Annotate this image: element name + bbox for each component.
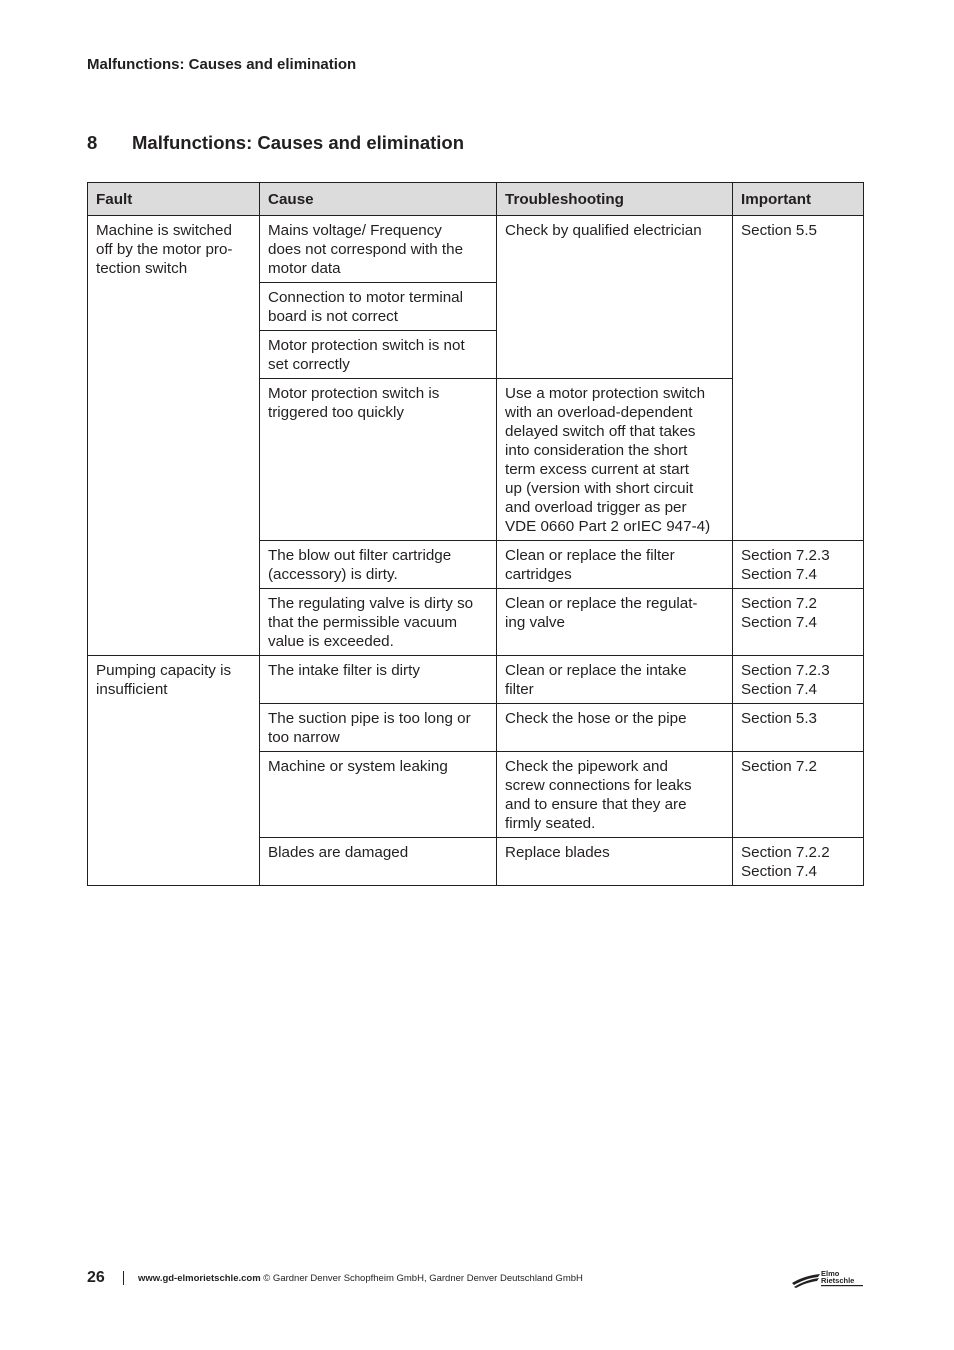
cause-cell: The blow out filter cartridge (accessory) is dirty. (260, 541, 497, 589)
header-troubleshooting: Troubleshooting (497, 183, 733, 216)
header-important: Important (733, 183, 864, 216)
troubleshooting-cell: Use a motor protection switch with an overload-dependent delayed switch off that takes into consideration the short term excess current at start up (version with short circuit and overload trigger as per VDE 0660 Part 2 orIEC 947-4) (497, 379, 733, 541)
footer-copyright: © Gardner Denver Schopfheim GmbH, Gardner Denver Deutschland GmbH (260, 1272, 583, 1284)
malfunctions-table (87, 182, 864, 886)
table-row (88, 656, 864, 704)
fault-cell: Machine is switched off by the motor pro- tection switch (88, 216, 260, 656)
cause-cell: Machine or system leaking (260, 752, 497, 838)
troubleshooting-cell: Replace blades (497, 838, 733, 886)
cause-cell: Blades are damaged (260, 838, 497, 886)
troubleshooting-cell: Check the pipework and screw connections for leaks and to ensure that they are firmly seated. (497, 752, 733, 838)
svg-text:Elmo: Elmo (821, 1269, 840, 1278)
section-title (87, 132, 464, 154)
troubleshooting-cell: Clean or replace the intake filter (497, 656, 733, 704)
important-cell: Section 7.2 Section 7.4 (733, 589, 864, 656)
troubleshooting-cell: Clean or replace the regulat- ing valve (497, 589, 733, 656)
page-number: 26 (87, 1269, 105, 1286)
troubleshooting-cell: Clean or replace the filter cartridges (497, 541, 733, 589)
cause-cell: Motor protection switch is triggered too quickly (260, 379, 497, 541)
footer-website[interactable]: www.gd-elmorietschle.com (138, 1272, 261, 1284)
cause-cell: The regulating valve is dirty so that the permissible vacuum value is exceeded. (260, 589, 497, 656)
troubleshooting-cell: Check the hose or the pipe (497, 704, 733, 752)
header-cause: Cause (260, 183, 497, 216)
cause-cell: Mains voltage/ Frequency does not correspond with the motor data (260, 216, 497, 283)
important-cell: Section 7.2 (733, 752, 864, 838)
table-header-row (88, 183, 864, 216)
page-footer (87, 1268, 583, 1288)
troubleshooting-cell: Check by qualified electrician (497, 216, 733, 379)
important-cell: Section 7.2.2 Section 7.4 (733, 838, 864, 886)
elmo-rietschle-logo-icon (790, 1266, 866, 1290)
cause-cell: The intake filter is dirty (260, 656, 497, 704)
cause-cell: The suction pipe is too long or too narrow (260, 704, 497, 752)
footer-text (138, 1273, 583, 1284)
header-fault: Fault (88, 183, 260, 216)
important-cell: Section 5.5 (733, 216, 864, 541)
fault-cell: Pumping capacity is insufficient (88, 656, 260, 886)
important-cell: Section 7.2.3 Section 7.4 (733, 541, 864, 589)
important-cell: Section 5.3 (733, 704, 864, 752)
table-row (88, 216, 864, 283)
svg-text:Rietschle: Rietschle (821, 1276, 855, 1285)
cause-cell: Motor protection switch is not set correctly (260, 331, 497, 379)
cause-cell: Connection to motor terminal board is not correct (260, 283, 497, 331)
section-number: 8 (87, 132, 98, 153)
running-head: Malfunctions: Causes and elimination (87, 56, 357, 73)
footer-divider (123, 1271, 124, 1285)
section-title-text: Malfunctions: Causes and elimination (132, 132, 465, 153)
important-cell: Section 7.2.3 Section 7.4 (733, 656, 864, 704)
